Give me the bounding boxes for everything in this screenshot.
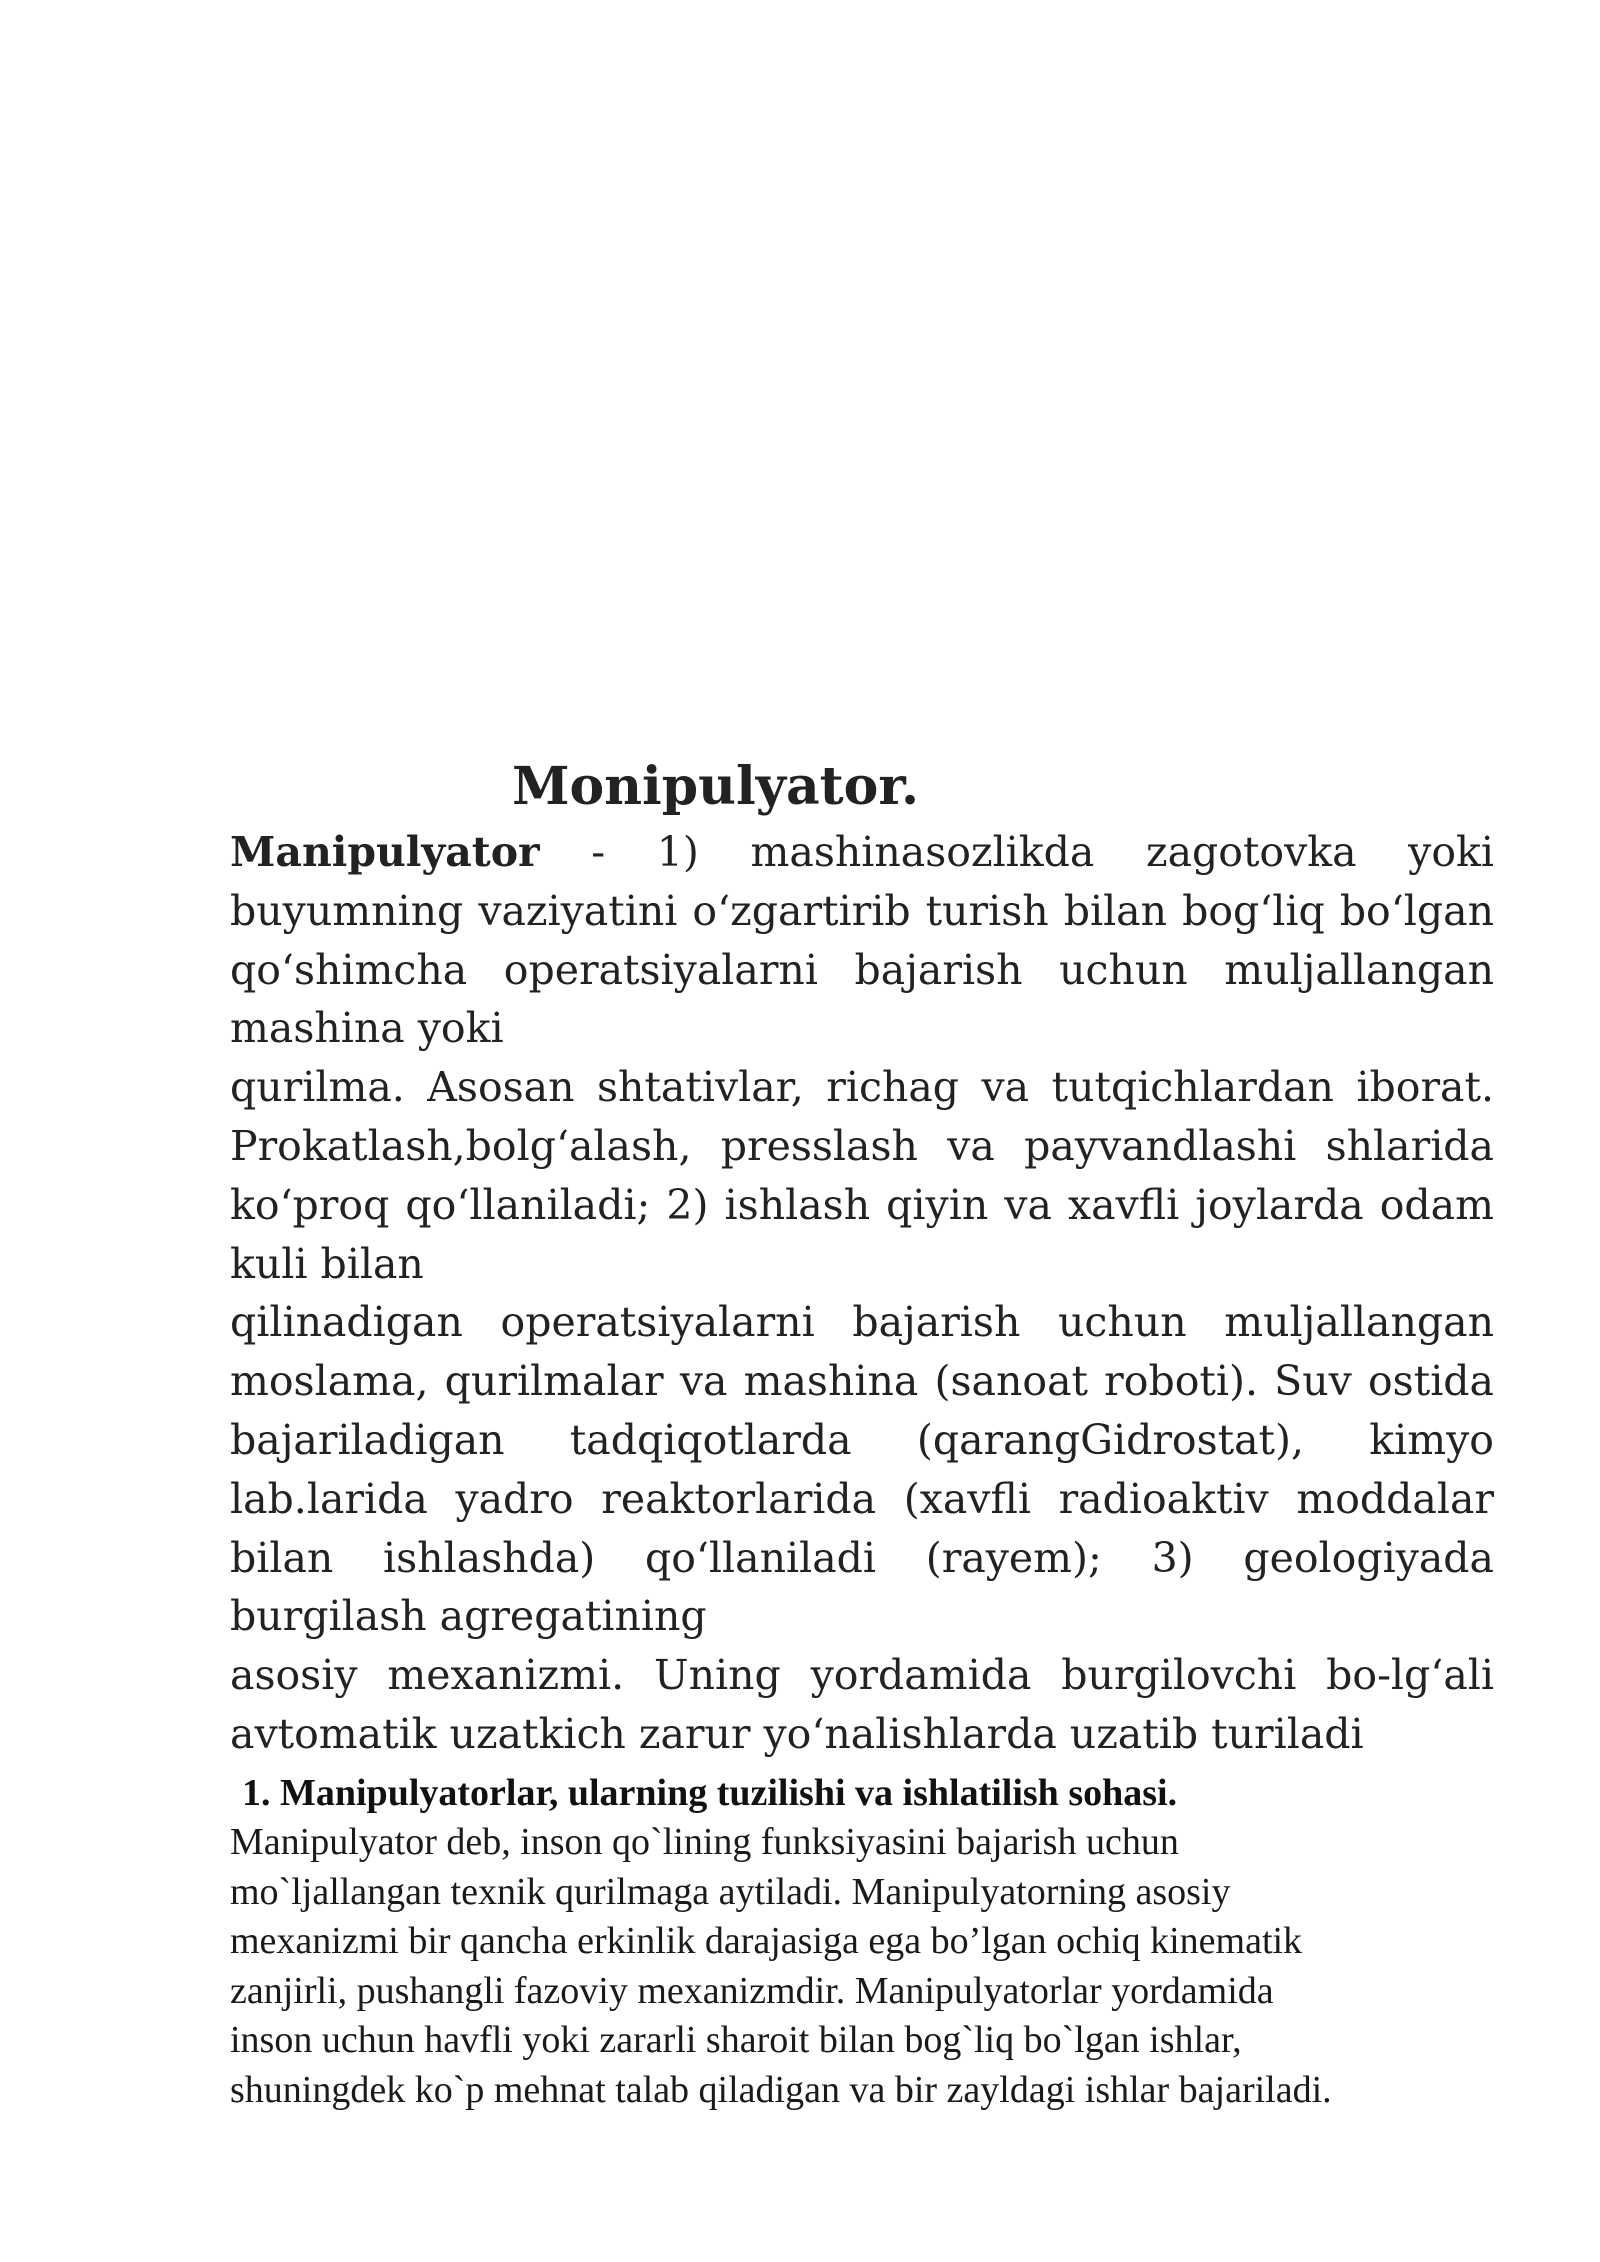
section-body-line: zanjirli, pushangli fazoviy mexanizmdir. Manipulyatorlar yordamida — [230, 1969, 1274, 2012]
section-heading-text: 1. Manipulyatorlar, ularning tuzilishi va ishlatilish sohasi. — [242, 1772, 1178, 1814]
section-heading — [230, 1768, 1494, 1818]
term-manipulyator: Manipulyator — [230, 828, 540, 876]
definition-paragraph-2: qurilma. Asosan shtativlar, richag va tutqichlardan iborat. Prokatlash,bolg‘alash, presslash va payvandlashi shlarida ko‘proq qo‘llaniladi; 2) ishlash qiyin va xavfli joylarda odam kuli bilan — [230, 1063, 1494, 1288]
definition-block — [230, 823, 1494, 1764]
section-body-line: mo`ljallangan texnik qurilmaga aytiladi. Manipulyatorning asosiy — [230, 1870, 1231, 1913]
definition-paragraph-3: qilinadigan operatsiyalarni bajarish uchun muljallangan moslama, qurilmalar va mashina (sanoat roboti). Suv ostida bajariladigan tadqiqotlarda (qarangGidrostat), kimyo lab.larida yadro reaktorlarida (xavfli radioaktiv moddalar bilan ishlashda) qo‘llaniladi (rayem); 3) geologiyada burgilash agregatining — [230, 1298, 1494, 1641]
document-title: Monipulyator. — [512, 756, 920, 817]
section-body — [230, 1818, 1494, 2115]
definition-paragraph-1-text: - 1) mashinasozlikda zagotovka yoki buyumning vaziyatini o‘zgartirib turish bilan bog‘liq bo‘lgan qo‘shimcha operatsiyalarni bajarish uchun muljallangan mashina yoki — [230, 828, 1494, 1053]
section-body-line: Manipulyator deb, inson qo`lining funksiyasini bajarish uchun — [230, 1821, 1179, 1863]
section-body-line: inson uchun havfli yoki zararli sharoit bilan bog`liq bo`lgan ishlar, — [230, 2019, 1242, 2061]
definition-paragraph-1 — [230, 823, 1494, 1058]
section-body-line: shuningdek ko`p mehnat talab qiladigan va bir zayldagi ishlar bajariladi. — [230, 2068, 1332, 2111]
section-body-line: mexanizmi bir qancha erkinlik darajasiga ega bo’lgan ochiq kinematik — [230, 1920, 1303, 1962]
definition-paragraph-4: asosiy mexanizmi. Uning yordamida burgilovchi bo-lg‘ali avtomatik uzatkich zarur yo‘nalishlarda uzatib turiladi — [230, 1651, 1494, 1758]
